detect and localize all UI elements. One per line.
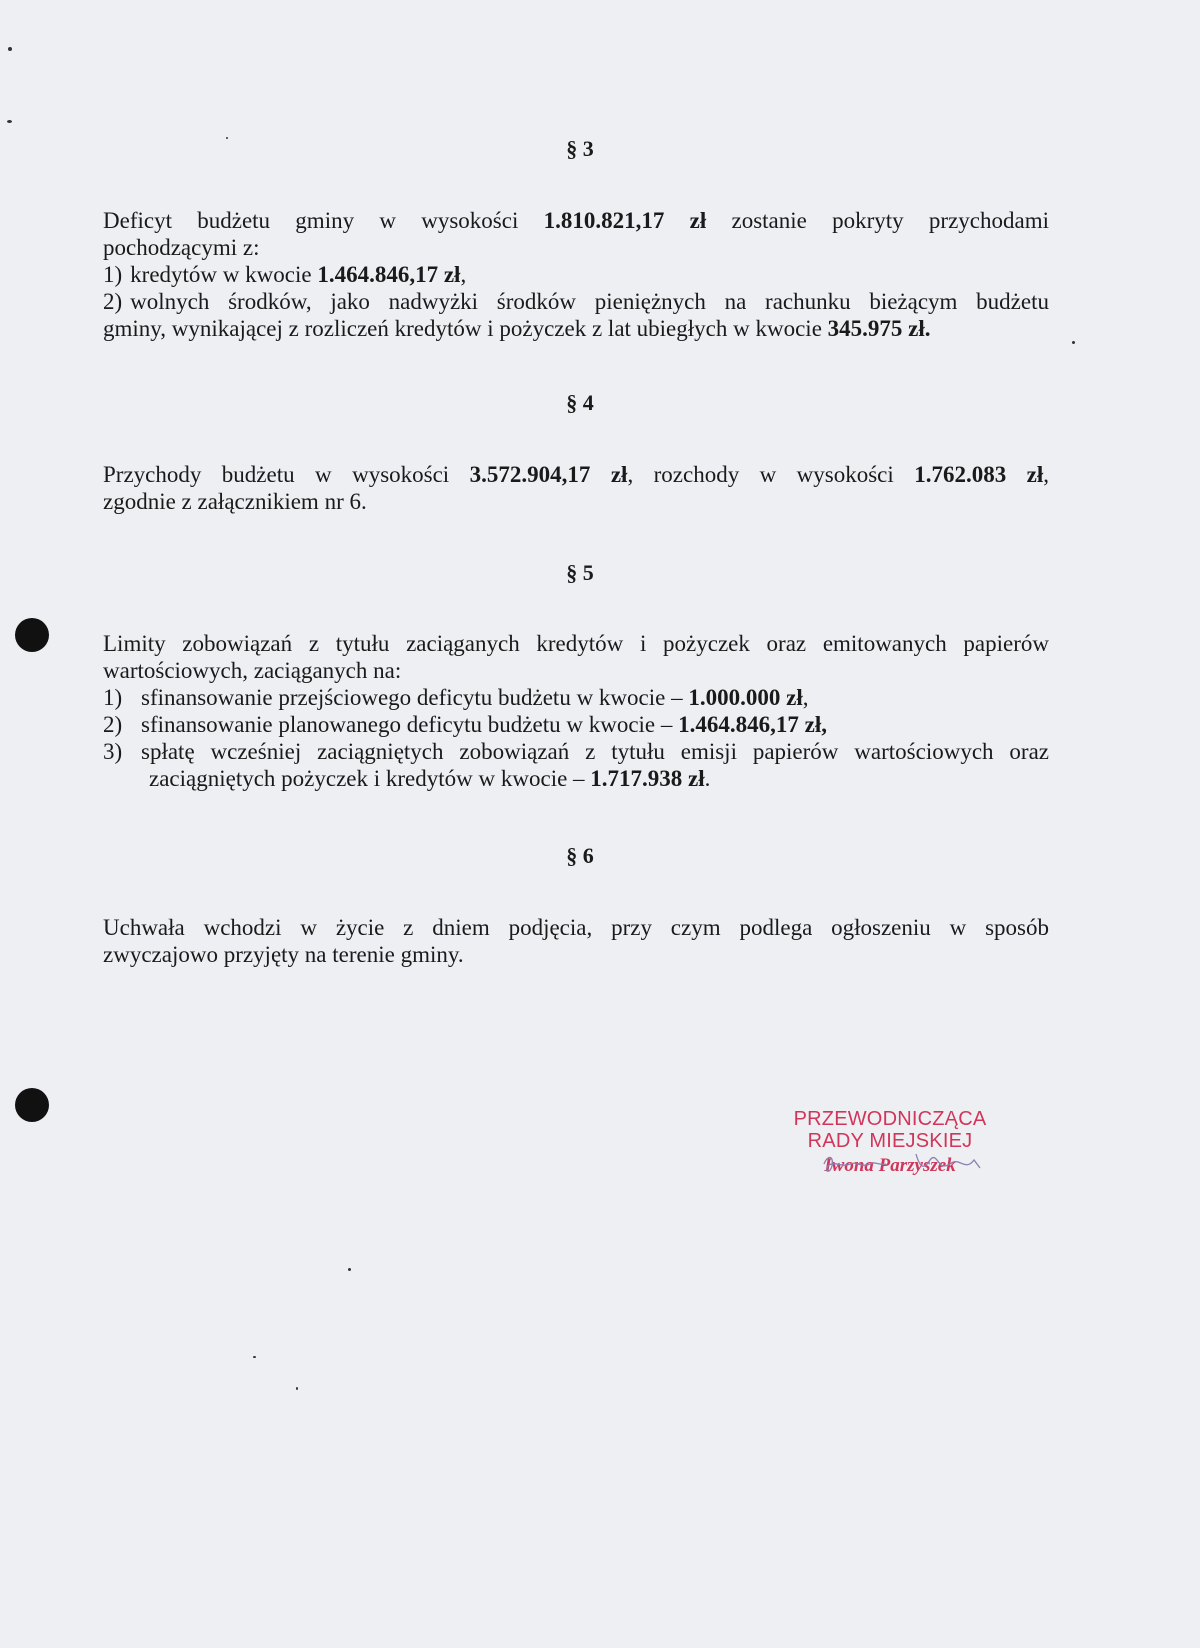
section-4-line1 bbox=[103, 461, 1049, 488]
item-tail: , bbox=[460, 262, 467, 287]
punch-hole-top bbox=[15, 618, 49, 652]
limit-amount-3: 1.717.938 zł bbox=[590, 766, 705, 791]
deficit-amount: 1.810.821,17 zł bbox=[543, 208, 707, 233]
section-3-intro-tail: zostanie pokryty przychodami bbox=[706, 208, 1049, 233]
stamp-title-line1: PRZEWODNICZĄCA bbox=[793, 1108, 987, 1130]
scan-speck bbox=[8, 47, 12, 51]
section-6-body bbox=[103, 914, 1049, 968]
scan-speck bbox=[253, 1356, 256, 1358]
section-5-item-3 bbox=[103, 738, 1049, 765]
section-4-text: , bbox=[1043, 462, 1050, 487]
list-text bbox=[141, 684, 1049, 711]
list-number: 1) bbox=[103, 262, 123, 287]
section-5-intro-line2: wartościowych, zaciąganych na: bbox=[103, 658, 402, 683]
list-text bbox=[130, 261, 1049, 288]
scan-speck bbox=[296, 1387, 298, 1390]
handwritten-signature bbox=[820, 1146, 990, 1180]
section-4-body bbox=[103, 461, 1049, 515]
scan-speck bbox=[348, 1268, 351, 1271]
section-5-intro-line1: Limity zobowiązań z tytułu zaciąganych kredytów i pożyczek oraz emitowanych papierów bbox=[103, 631, 1049, 656]
section-3-intro-text: Deficyt budżetu gminy w wysokości bbox=[103, 208, 544, 233]
section-5-item-3-line2 bbox=[103, 765, 1049, 792]
list-text bbox=[141, 711, 1049, 738]
item-text: zaciągniętych pożyczek i kredytów w kwocie – bbox=[149, 766, 591, 791]
limit-amount-1: 1.000.000 zł bbox=[688, 685, 803, 710]
section-4-text: Przychody budżetu w wysokości bbox=[103, 462, 470, 487]
scan-speck bbox=[1072, 341, 1075, 344]
list-number: 1) bbox=[103, 685, 123, 710]
list-text: wolnych środków, jako nadwyżki środków pieniężnych na rachunku bieżącym budżetu bbox=[130, 289, 1049, 314]
list-number: 3) bbox=[103, 739, 123, 764]
section-3-heading: § 3 bbox=[566, 136, 594, 161]
credit-amount: 1.464.846,17 zł bbox=[317, 262, 461, 287]
item-tail: . bbox=[704, 766, 711, 791]
item-text: gminy, wynikającej z rozliczeń kredytów i pożyczek z lat ubiegłych w kwocie bbox=[103, 316, 828, 341]
punch-hole-bottom bbox=[15, 1088, 49, 1122]
section-3-intro bbox=[103, 207, 1049, 234]
stamp-name: Iwona Parzyszek bbox=[824, 1155, 956, 1176]
section-6-heading: § 6 bbox=[566, 843, 594, 868]
limit-amount-2: 1.464.846,17 zł, bbox=[678, 712, 828, 737]
section-6-line2: zwyczajowo przyjęty na terenie gminy. bbox=[103, 942, 464, 967]
section-3-body bbox=[103, 207, 1049, 342]
section-3-intro-line2: pochodzącymi z: bbox=[103, 235, 260, 260]
scan-speck bbox=[7, 120, 12, 123]
stamp-title-line2: RADY MIEJSKIEJ bbox=[807, 1130, 973, 1152]
section-5-heading: § 5 bbox=[566, 560, 594, 585]
section-4-line2: zgodnie z załącznikiem nr 6. bbox=[103, 489, 367, 514]
section-3-item-2-line2 bbox=[103, 315, 1049, 342]
section-3-item-2 bbox=[103, 288, 1049, 315]
section-4-text: , rozchody w wysokości bbox=[627, 462, 915, 487]
item-text: sfinansowanie planowanego deficytu budżetu w kwocie – bbox=[141, 712, 679, 737]
revenue-amount: 3.572.904,17 zł bbox=[469, 462, 628, 487]
section-6-line1: Uchwała wchodzi w życie z dniem podjęcia, przy czym podlega ogłoszeniu w sposób bbox=[103, 915, 1049, 940]
list-text: spłatę wcześniej zaciągniętych zobowiązań z tytułu emisji papierów wartościowych oraz bbox=[141, 739, 1049, 764]
item-tail: , bbox=[802, 685, 809, 710]
section-5-item-1 bbox=[103, 684, 1049, 711]
list-number: 2) bbox=[103, 289, 123, 314]
section-3-item-1 bbox=[103, 261, 1049, 288]
item-text: kredytów w kwocie bbox=[130, 262, 318, 287]
section-4-heading: § 4 bbox=[566, 390, 594, 415]
item-text: sfinansowanie przejściowego deficytu budżetu w kwocie – bbox=[141, 685, 689, 710]
section-5-item-2 bbox=[103, 711, 1049, 738]
free-funds-amount: 345.975 zł. bbox=[827, 316, 931, 341]
list-number: 2) bbox=[103, 712, 123, 737]
section-5-body bbox=[103, 630, 1049, 792]
expenditure-amount: 1.762.083 zł bbox=[914, 462, 1044, 487]
